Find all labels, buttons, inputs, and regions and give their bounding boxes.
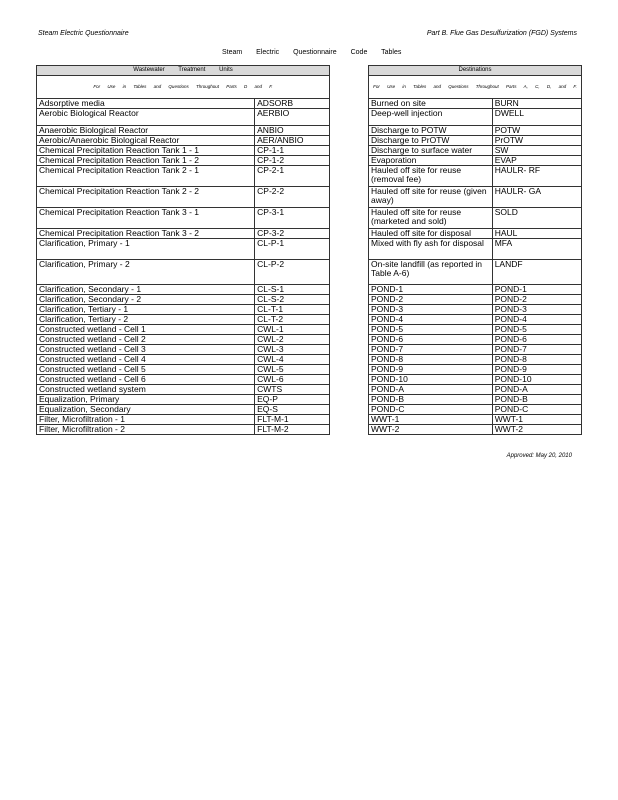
row-name: POND-B	[369, 395, 493, 405]
row-code: CP-1-1	[255, 146, 330, 156]
table-row	[369, 365, 582, 375]
row-name: POND-6	[369, 335, 493, 345]
row-code: CL-T-2	[255, 315, 330, 325]
row-name: POND-8	[369, 355, 493, 365]
table-row	[369, 425, 582, 435]
header-left: Steam Electric Questionnaire	[38, 30, 129, 37]
row-code: DWELL	[492, 109, 581, 126]
table-row	[369, 345, 582, 355]
row-name: POND-2	[369, 295, 493, 305]
wastewater-treatment-units-table	[36, 65, 330, 435]
table-row	[37, 285, 330, 295]
page-title: Steam Electric Questionnaire Code Tables	[222, 49, 402, 56]
row-name: Constructed wetland - Cell 6	[37, 375, 255, 385]
row-code: ANBIO	[255, 126, 330, 136]
table-row	[369, 146, 582, 156]
left-table-subtitle: For Use in Tables and Questions Throughout Parts D and F.	[37, 76, 330, 99]
row-name: Equalization, Primary	[37, 395, 255, 405]
row-code: CWL-2	[255, 335, 330, 345]
row-name: POND-3	[369, 305, 493, 315]
row-name: POND-4	[369, 315, 493, 325]
row-code: POND-10	[492, 375, 581, 385]
row-name: WWT-2	[369, 425, 493, 435]
row-code: WWT-2	[492, 425, 581, 435]
row-name: POND-C	[369, 405, 493, 415]
row-name: POND-A	[369, 385, 493, 395]
table-row	[37, 260, 330, 285]
row-code: POND-5	[492, 325, 581, 335]
table-row	[37, 355, 330, 365]
row-name: Discharge to PrOTW	[369, 136, 493, 146]
row-code: EQ-S	[255, 405, 330, 415]
row-name: Mixed with fly ash for disposal	[369, 239, 493, 260]
row-name: Clarification, Tertiary - 2	[37, 315, 255, 325]
table-row	[37, 365, 330, 375]
row-code: ADSORB	[255, 99, 330, 109]
row-code: CWL-3	[255, 345, 330, 355]
row-name: Chemical Precipitation Reaction Tank 3 - 2	[37, 229, 255, 239]
row-code: CL-T-1	[255, 305, 330, 315]
table-row	[369, 166, 582, 187]
row-name: WWT-1	[369, 415, 493, 425]
row-name: Evaporation	[369, 156, 493, 166]
row-name: Clarification, Primary - 2	[37, 260, 255, 285]
table-row	[37, 345, 330, 355]
row-code: CL-S-1	[255, 285, 330, 295]
row-code: MFA	[492, 239, 581, 260]
row-name: Clarification, Secondary - 2	[37, 295, 255, 305]
approved-date: Approved: May 20, 2010	[506, 453, 572, 459]
row-name: Equalization, Secondary	[37, 405, 255, 415]
row-name: Hauled off site for disposal	[369, 229, 493, 239]
row-name: Aerobic/Anaerobic Biological Reactor	[37, 136, 255, 146]
row-name: Clarification, Tertiary - 1	[37, 305, 255, 315]
row-code: CL-P-2	[255, 260, 330, 285]
row-code: CWL-5	[255, 365, 330, 375]
header-right: Part B. Flue Gas Desulfurization (FGD) Systems	[426, 30, 577, 37]
row-code: POND-4	[492, 315, 581, 325]
table-row	[37, 395, 330, 405]
table-row	[37, 229, 330, 239]
row-name: Clarification, Primary - 1	[37, 239, 255, 260]
row-name: Constructed wetland - Cell 5	[37, 365, 255, 375]
table-row	[37, 146, 330, 156]
table-row	[37, 375, 330, 385]
row-code: POND-8	[492, 355, 581, 365]
row-name: Constructed wetland - Cell 4	[37, 355, 255, 365]
table-row	[37, 99, 330, 109]
row-code: POND-A	[492, 385, 581, 395]
row-code: CWL-1	[255, 325, 330, 335]
row-name: POND-1	[369, 285, 493, 295]
table-row	[37, 305, 330, 315]
row-code: HAULR- GA	[492, 187, 581, 208]
row-code: SW	[492, 146, 581, 156]
table-row	[369, 156, 582, 166]
row-code: CWL-4	[255, 355, 330, 365]
right-table-subtitle: For Use in Tables and Questions Throughout Parts A, C, D, and F.	[369, 76, 582, 99]
row-code: CP-2-1	[255, 166, 330, 187]
table-row	[37, 109, 330, 126]
table-row	[37, 187, 330, 208]
row-code: EQ-P	[255, 395, 330, 405]
table-row	[369, 239, 582, 260]
table-row	[369, 229, 582, 239]
row-code: POND-B	[492, 395, 581, 405]
row-name: Burned on site	[369, 99, 493, 109]
row-code: PrOTW	[492, 136, 581, 146]
row-name: Chemical Precipitation Reaction Tank 1 - 1	[37, 146, 255, 156]
row-name: Constructed wetland - Cell 1	[37, 325, 255, 335]
row-code: POND-2	[492, 295, 581, 305]
table-row	[37, 295, 330, 305]
row-name: Constructed wetland - Cell 2	[37, 335, 255, 345]
row-code: LANDF	[492, 260, 581, 285]
table-row	[369, 335, 582, 345]
table-row	[37, 136, 330, 146]
table-row	[37, 325, 330, 335]
row-name: POND-10	[369, 375, 493, 385]
row-code: POND-9	[492, 365, 581, 375]
table-row	[369, 285, 582, 295]
row-code: AER/ANBIO	[255, 136, 330, 146]
row-name: Chemical Precipitation Reaction Tank 2 - 1	[37, 166, 255, 187]
table-row	[369, 126, 582, 136]
row-code: POND-1	[492, 285, 581, 295]
row-code: CP-3-2	[255, 229, 330, 239]
row-code: FLT-M-1	[255, 415, 330, 425]
row-name: Chemical Precipitation Reaction Tank 3 - 1	[37, 208, 255, 229]
table-row	[369, 375, 582, 385]
row-name: On-site landfill (as reported in Table A-6)	[369, 260, 493, 285]
table-row	[369, 295, 582, 305]
row-name: Clarification, Secondary - 1	[37, 285, 255, 295]
row-name: Constructed wetland system	[37, 385, 255, 395]
table-row	[37, 156, 330, 166]
row-name: Adsorptive media	[37, 99, 255, 109]
row-code: CL-S-2	[255, 295, 330, 305]
table-row	[369, 109, 582, 126]
row-name: Hauled off site for reuse (removal fee)	[369, 166, 493, 187]
row-code: POND-3	[492, 305, 581, 315]
row-code: POTW	[492, 126, 581, 136]
row-code: CL-P-1	[255, 239, 330, 260]
table-row	[37, 425, 330, 435]
row-code: AERBIO	[255, 109, 330, 126]
row-code: POND-C	[492, 405, 581, 415]
table-row	[369, 415, 582, 425]
row-code: SOLD	[492, 208, 581, 229]
table-row	[37, 335, 330, 345]
table-row	[369, 405, 582, 415]
row-code: WWT-1	[492, 415, 581, 425]
row-code: CP-1-2	[255, 156, 330, 166]
row-name: Anaerobic Biological Reactor	[37, 126, 255, 136]
left-table-title: Wastewater Treatment Units	[37, 66, 330, 76]
row-name: Discharge to surface water	[369, 146, 493, 156]
table-row	[369, 385, 582, 395]
row-name: Filter, Microfiltration - 2	[37, 425, 255, 435]
row-name: Filter, Microfiltration - 1	[37, 415, 255, 425]
table-row	[37, 166, 330, 187]
row-name: Discharge to POTW	[369, 126, 493, 136]
table-row	[37, 415, 330, 425]
row-name: Hauled off site for reuse (given away)	[369, 187, 493, 208]
row-name: POND-7	[369, 345, 493, 355]
row-name: Hauled off site for reuse (marketed and sold)	[369, 208, 493, 229]
table-row	[369, 99, 582, 109]
table-row	[369, 315, 582, 325]
row-code: POND-6	[492, 335, 581, 345]
row-name: Constructed wetland - Cell 3	[37, 345, 255, 355]
row-code: HAULR- RF	[492, 166, 581, 187]
row-name: POND-5	[369, 325, 493, 335]
table-row	[37, 385, 330, 395]
row-code: HAUL	[492, 229, 581, 239]
row-code: BURN	[492, 99, 581, 109]
row-code: FLT-M-2	[255, 425, 330, 435]
table-row	[369, 187, 582, 208]
table-row	[369, 136, 582, 146]
row-code: CP-2-2	[255, 187, 330, 208]
row-code: CWL-6	[255, 375, 330, 385]
row-code: CP-3-1	[255, 208, 330, 229]
row-name: Deep-well injection	[369, 109, 493, 126]
row-code: CWTS	[255, 385, 330, 395]
destinations-table	[368, 65, 582, 435]
row-name: Chemical Precipitation Reaction Tank 2 - 2	[37, 187, 255, 208]
right-table-title: Destinations	[369, 66, 582, 76]
row-name: Chemical Precipitation Reaction Tank 1 - 2	[37, 156, 255, 166]
table-row	[369, 355, 582, 365]
table-row	[37, 208, 330, 229]
table-row	[37, 239, 330, 260]
row-name: Aerobic Biological Reactor	[37, 109, 255, 126]
table-row	[369, 208, 582, 229]
row-name: POND-9	[369, 365, 493, 375]
table-row	[369, 260, 582, 285]
table-row	[37, 405, 330, 415]
table-row	[369, 395, 582, 405]
row-code: POND-7	[492, 345, 581, 355]
table-row	[369, 305, 582, 315]
row-code: EVAP	[492, 156, 581, 166]
table-row	[369, 325, 582, 335]
table-row	[37, 315, 330, 325]
table-row	[37, 126, 330, 136]
